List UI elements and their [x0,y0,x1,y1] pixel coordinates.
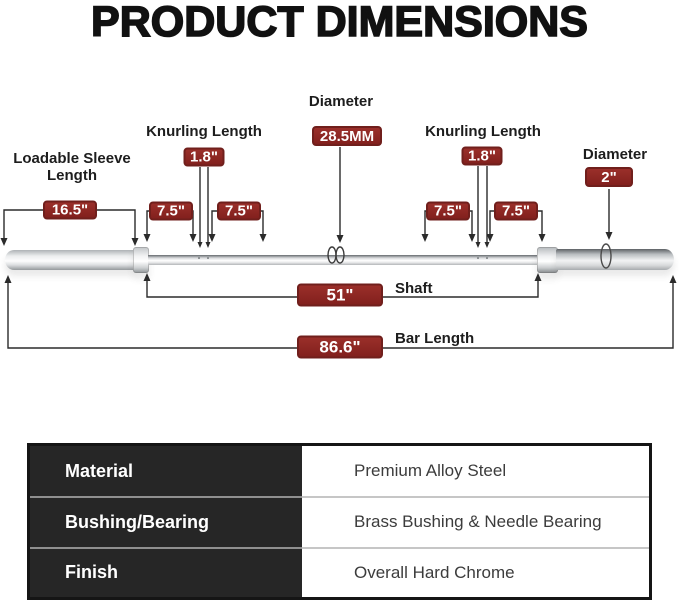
arrowheads [1,232,677,283]
diameter-rotation-marks [328,244,611,268]
spec-label-material: Material [30,446,302,496]
spec-label-finish: Finish [30,547,302,597]
knurling-length-left-label: Knurling Length [146,123,262,140]
shaft-label: Shaft [395,280,433,297]
shaft-length-badge: 51" [297,284,383,307]
page-title: PRODUCT DIMENSIONS [91,0,588,46]
spec-table [27,443,652,600]
table-row [30,446,649,496]
knurl-right-inner-badge: 7.5" [426,202,470,221]
bar-length-label: Bar Length [395,330,475,347]
knurl-left-outer-badge: 7.5" [217,202,261,221]
diameter-mid-badge: 28.5MM [312,126,382,146]
diameter-right-badge: 2" [585,167,633,187]
spec-value-finish: Overall Hard Chrome [302,547,649,597]
sleeve-length-badge: 16.5" [43,201,97,220]
diameter-mid-label: Diameter [308,93,374,110]
knurl-right-outer-badge: 7.5" [494,202,538,221]
knurl-mark-left-badge: 1.8" [184,148,225,167]
knurl-left-inner-badge: 7.5" [149,202,193,221]
spec-value-material: Premium Alloy Steel [302,446,649,496]
knurl-mark-right-badge: 1.8" [462,147,503,166]
bar-length-badge: 86.6" [297,336,383,359]
knurling-length-right-label: Knurling Length [425,123,541,140]
loadable-sleeve-length-label: Loadable Sleeve Length [13,150,131,184]
spec-label-bushing-bearing: Bushing/Bearing [30,496,302,546]
spec-value-bushing-bearing: Brass Bushing & Needle Bearing [302,496,649,546]
diameter-right-label: Diameter [582,146,648,163]
table-row [30,547,649,597]
table-row [30,496,649,546]
